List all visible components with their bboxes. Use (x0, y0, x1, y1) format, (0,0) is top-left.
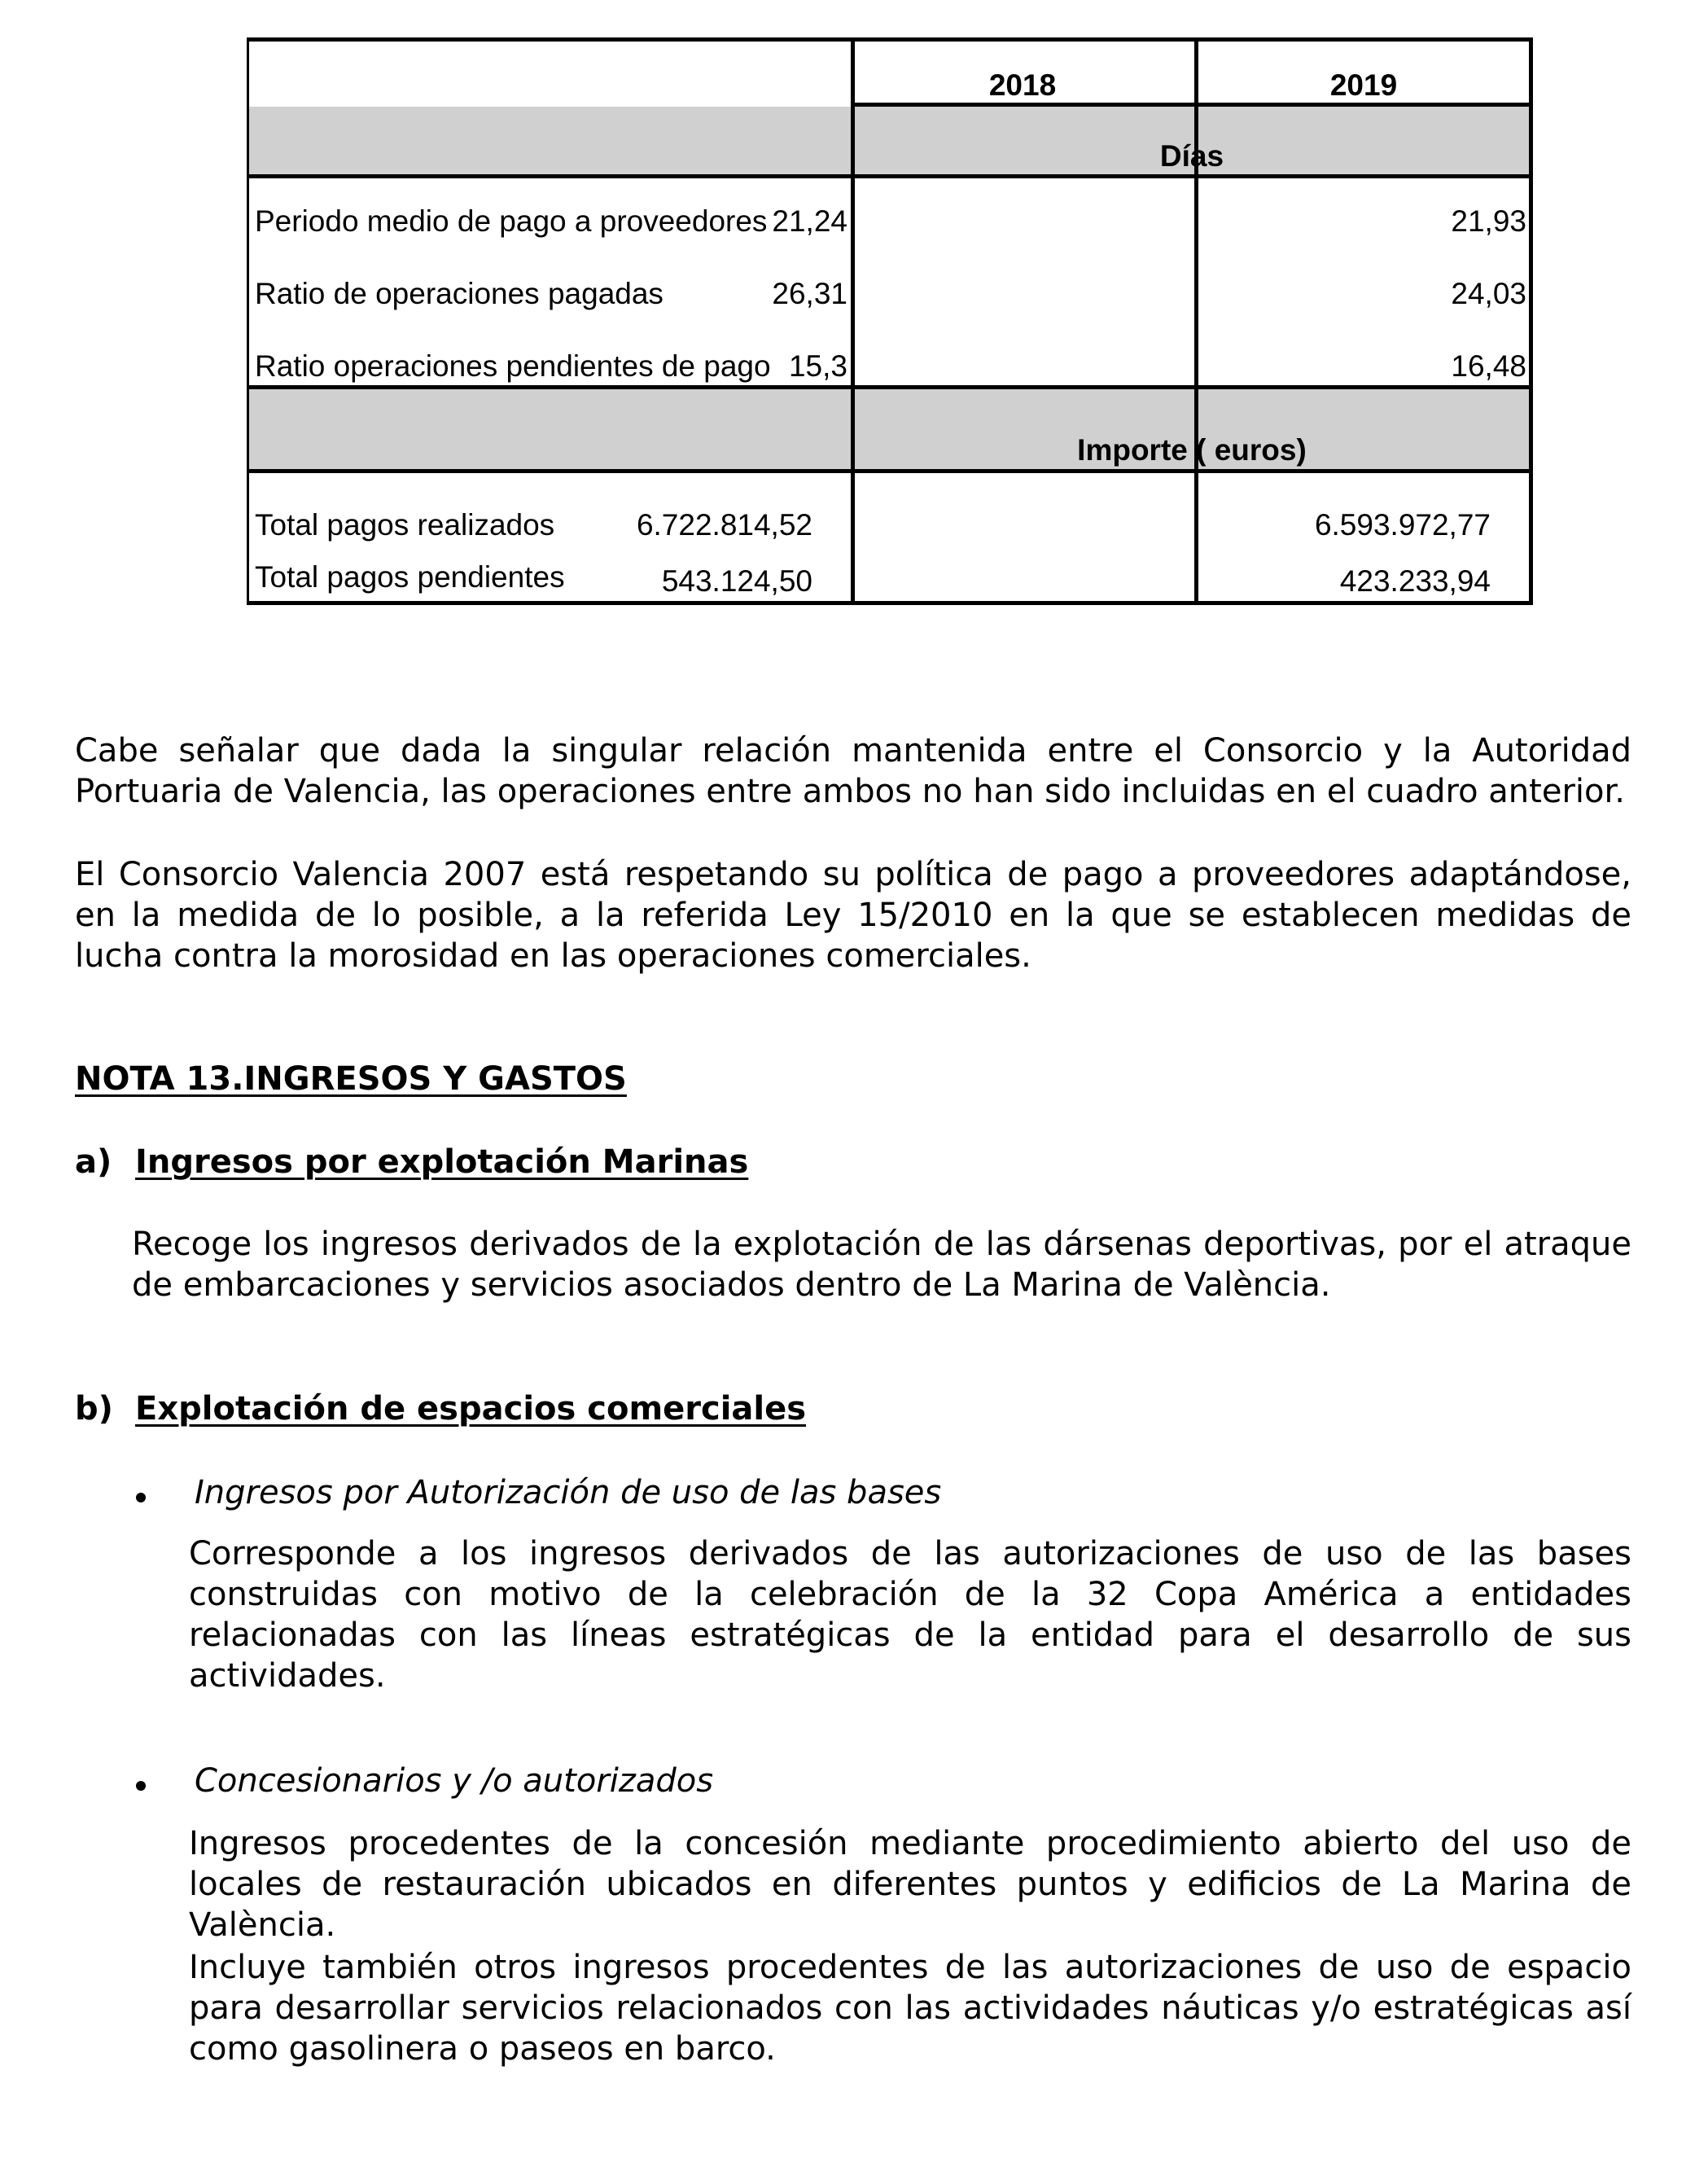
table-right-border (1529, 37, 1533, 605)
paragraph-payment-policy: El Consorcio Valencia 2007 está respetando su política de pago a proveedores adaptándose, en la medida de lo posible, a la referida Ley 15/2010 en la que se establecen medidas de lucha contra la morosidad en las operaciones comerciales. (75, 856, 1631, 975)
section-amount-label: Importe ( euros) (1077, 433, 1307, 467)
bullet-icon (136, 1493, 146, 1502)
bullet-icon (136, 1781, 146, 1791)
section-days-label: Días (1159, 139, 1224, 173)
row-value-2018: 15,3 (788, 349, 847, 383)
row-label: Total pagos pendientes (255, 560, 565, 594)
section-b-marker: b) (75, 1390, 113, 1428)
row-value-2018: 543.124,50 (661, 564, 812, 598)
table-col-divider (1194, 37, 1198, 605)
row-value-2019: 21,93 (1451, 204, 1526, 238)
row-value-2018: 21,24 (772, 204, 847, 238)
table-line (247, 385, 1533, 389)
bullet-text-bases: Corresponde a los ingresos derivados de las autorizaciones de uso de las bases construidas con motivo de la celebración de la 32 Copa América a entidades relacionadas con las líneas estratégicas de la entidad para el desarrollo de sus actividades. (189, 1535, 1631, 1695)
section-a-text: Recoge los ingresos derivados de la explotación de las dársenas deportivas, por el atraque de embarcaciones y servicios asociados dentro de La Marina de València. (132, 1226, 1631, 1304)
nota-13-title: NOTA 13.INGRESOS Y GASTOS (75, 1060, 627, 1098)
bullet-title-concesionarios: Concesionarios y /o autorizados (195, 1762, 714, 1800)
section-a-marker: a) (75, 1143, 112, 1181)
section-b-title: Explotación de espacios comerciales (135, 1390, 807, 1428)
table-left-border (247, 37, 249, 605)
bullet-text-concesionarios: Ingresos procedentes de la concesión mediante procedimiento abierto del uso de locales de restauración ubicados en diferentes puntos y edificios de La Marina de València. (189, 1825, 1631, 1944)
year-header-2019: 2019 (1329, 68, 1398, 102)
table-line (247, 174, 1533, 178)
table-col-divider (851, 37, 855, 605)
table-top-border (247, 37, 1533, 42)
bullet-title-bases: Ingresos por Autorización de uso de las bases (195, 1474, 942, 1511)
section-a-title: Ingresos por explotación Marinas (135, 1143, 749, 1181)
table-bottom-border (247, 601, 1533, 605)
row-value-2019: 24,03 (1451, 277, 1526, 310)
payment-periods-table (247, 37, 1533, 605)
year-header-2018: 2018 (988, 68, 1057, 102)
row-value-2019: 423.233,94 (1339, 564, 1491, 598)
table-line (247, 469, 1533, 473)
row-value-2018: 26,31 (772, 277, 847, 310)
row-label: Ratio operaciones pendientes de pago (255, 349, 771, 383)
row-value-2019: 16,48 (1451, 349, 1526, 383)
row-value-2018: 6.722.814,52 (636, 508, 812, 542)
row-value-2019: 6.593.972,77 (1314, 508, 1491, 542)
paragraph-apv-note: Cabe señalar que dada la singular relación mantenida entre el Consorcio y la Autoridad Portuaria de Valencia, las operaciones entre ambos no han sido incluidas en el cuadro anterior. (75, 732, 1631, 810)
row-label: Periodo medio de pago a proveedores (255, 204, 768, 238)
table-line (851, 103, 1533, 107)
bullet-text-concesionarios-extra: Incluye también otros ingresos procedentes de las autorizaciones de uso de espacio para desarrollar servicios relacionados con las actividades náuticas y/o estratégicas así como gasolinera o paseos en barco. (189, 1949, 1631, 2068)
row-label: Ratio de operaciones pagadas (255, 277, 663, 310)
row-label: Total pagos realizados (255, 508, 555, 542)
